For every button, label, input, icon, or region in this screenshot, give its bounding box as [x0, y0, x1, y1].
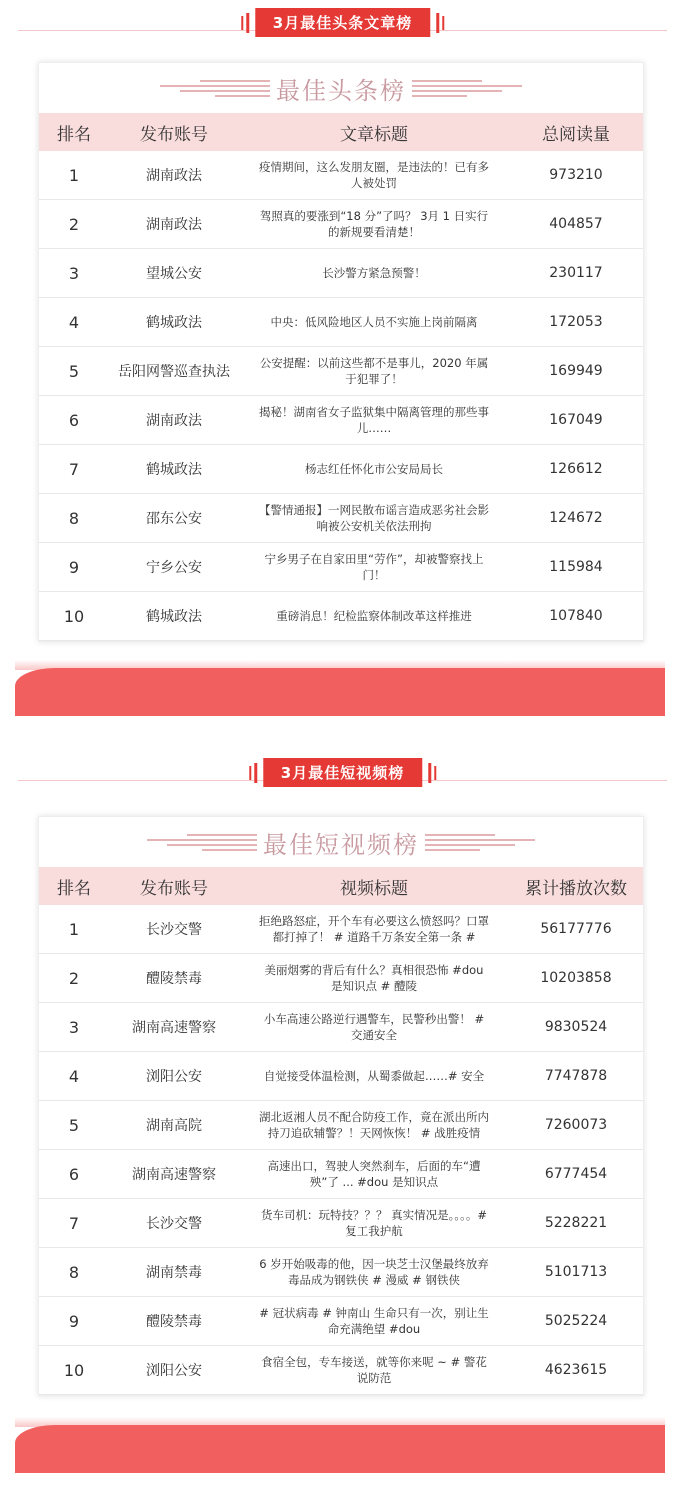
video-title: 自觉接受体温检测，从蜀黍做起……# 安全: [263, 1069, 485, 1083]
article-title: 【警情通报】一网民散布谣言造成恶劣社会影响被公安机关依法刑拘: [259, 503, 489, 533]
rank: 6: [68, 410, 80, 430]
video-title: 湖北返湘人员不配合防疫工作，竟在派出所内持刀追砍辅警？！天网恢恢！ # 战胜疫情: [259, 1110, 489, 1140]
article-title: 公安提醒：以前这些都不是事儿，2020 年属于犯罪了！: [259, 356, 489, 386]
table-row: [39, 1248, 643, 1297]
ranking-card: [38, 62, 644, 642]
read-count: 404857: [549, 216, 603, 232]
article-title: 杨志红任怀化市公安局局长: [305, 462, 443, 476]
read-count: 169949: [549, 363, 603, 379]
table-row: [39, 151, 643, 200]
table-row: [39, 298, 643, 347]
rank: 8: [68, 1262, 80, 1282]
video-title: 食宿全包，专车接送，就等你来呢 ~ # 警花说防范: [261, 1355, 487, 1385]
play-count: 4623615: [544, 1362, 608, 1378]
account: 鹤城政法: [146, 462, 202, 478]
read-count: 973210: [549, 167, 603, 183]
video-title: 美丽烟雾的背后有什么？真相很恐怖 #dou 是知识点 # 醴陵: [264, 963, 484, 993]
title-decoration-right: [425, 834, 535, 851]
table-row: [39, 543, 643, 592]
account: 湖南政法: [146, 217, 202, 233]
table-row: [39, 1150, 643, 1199]
banner-bars-right: [436, 13, 444, 33]
video-title: 小车高速公路逆行遇警车，民警秒出警！ # 交通安全: [263, 1012, 485, 1042]
video-title: 高速出口，驾驶人突然刹车，后面的车“遭殃”了 ... #dou 是知识点: [267, 1159, 481, 1189]
read-count: 172053: [549, 314, 603, 330]
table-row: [39, 592, 643, 641]
rank: 10: [63, 1360, 85, 1380]
header-title: 文章标题: [340, 124, 408, 145]
header-rank: 排名: [57, 878, 91, 899]
article-title: 疫情期间，这么发朋友圈，是违法的！已有多人被处罚: [259, 160, 489, 190]
card-title: 最佳短视频榜: [263, 830, 419, 859]
read-count: 115984: [549, 559, 603, 575]
table-row: [39, 1003, 643, 1052]
video-title: 6 岁开始吸毒的他，因一块芝士汉堡最终放弃毒品成为钢铁侠 # 漫威 # 钢铁侠: [259, 1257, 489, 1287]
table-row: [39, 1346, 643, 1395]
title-decoration-left: [160, 80, 270, 97]
card-title: 最佳头条榜: [276, 76, 406, 105]
banner-label: 3月最佳头条文章榜: [255, 8, 430, 37]
table-row: [39, 1101, 643, 1150]
account: 浏阳公安: [146, 1069, 202, 1085]
play-count: 5025224: [544, 1313, 608, 1329]
read-count: 167049: [549, 412, 603, 428]
ranking-card: [38, 816, 644, 1396]
video-title: # 冠状病毒 # 钟南山 生命只有一次，别让生命充满绝望 #dou: [259, 1306, 489, 1336]
article-title: 揭秘！湖南省女子监狱集中隔离管理的那些事儿……: [259, 405, 489, 435]
best-videos-section: [0, 750, 685, 1485]
banner-label: 3月最佳短视频榜: [263, 758, 422, 787]
title-decoration-left: [147, 834, 257, 851]
account: 邵东公安: [146, 511, 202, 527]
video-title: 货车司机：玩特技？？？ 真实情况是。。。。# 复工我护航: [260, 1208, 488, 1238]
account: 岳阳网警巡查执法: [118, 364, 230, 380]
footer-band: [15, 668, 665, 716]
rank: 2: [68, 214, 80, 234]
article-title: 驾照真的要涨到“18 分”了吗？ 3月 1 日实行的新规要看清楚！: [259, 209, 489, 239]
play-count: 10203858: [540, 970, 612, 986]
account: 长沙交警: [146, 1216, 202, 1232]
account: 湖南高速警察: [132, 1167, 216, 1183]
rank: 5: [68, 361, 80, 381]
table-row: [39, 954, 643, 1003]
rank: 2: [68, 968, 80, 988]
rank: 7: [68, 1213, 80, 1233]
table-row: [39, 445, 643, 494]
card-title-row: [39, 63, 643, 113]
rank: 10: [63, 606, 85, 626]
rank: 9: [68, 557, 80, 577]
account: 醴陵禁毒: [146, 971, 202, 987]
best-articles-section: [0, 0, 685, 740]
footer-band: [15, 1425, 665, 1473]
header-value: 总阅读量: [542, 124, 610, 145]
table-row: [39, 396, 643, 445]
video-title: 拒绝路怒症，开个车有必要这么愤怒吗？口罩都打掉了！ # 道路千万条安全第一条 #: [259, 914, 489, 944]
rank: 3: [68, 1017, 80, 1037]
table-body: [39, 151, 643, 641]
article-title: 宁乡男子在自家田里“劳作”，却被警察找上门！: [264, 552, 484, 582]
play-count: 56177776: [540, 921, 612, 937]
table-row: [39, 905, 643, 954]
account: 醴陵禁毒: [146, 1314, 202, 1330]
account: 望城公安: [146, 266, 202, 282]
article-title: 重磅消息！纪检监察体制改革这样推进: [276, 609, 472, 623]
play-count: 5101713: [544, 1264, 608, 1280]
read-count: 126612: [549, 461, 603, 477]
banner-bars-left: [241, 13, 249, 33]
rank: 1: [68, 165, 80, 185]
account: 浏阳公安: [146, 1363, 202, 1379]
rank: 1: [68, 919, 80, 939]
table-row: [39, 1199, 643, 1248]
banner-bars-right: [428, 763, 436, 783]
account: 鹤城政法: [146, 609, 202, 625]
section-banner: [249, 758, 436, 787]
title-decoration-right: [412, 80, 522, 97]
article-title: 长沙警方紧急预警！: [322, 266, 426, 280]
account: 长沙交警: [146, 922, 202, 938]
rank: 4: [68, 312, 80, 332]
rank: 8: [68, 508, 80, 528]
account: 湖南高速警察: [132, 1020, 216, 1036]
table-row: [39, 1052, 643, 1101]
section-banner: [241, 8, 444, 37]
table-body: [39, 905, 643, 1395]
table-row: [39, 1297, 643, 1346]
header-title: 视频标题: [340, 878, 408, 899]
play-count: 7747878: [544, 1068, 608, 1084]
table-row: [39, 347, 643, 396]
table-header: [39, 867, 643, 905]
read-count: 107840: [549, 608, 603, 624]
rank: 4: [68, 1066, 80, 1086]
rank: 6: [68, 1164, 80, 1184]
rank: 3: [68, 263, 80, 283]
table-header: [39, 113, 643, 151]
account: 湖南高院: [146, 1118, 202, 1134]
play-count: 7260073: [544, 1117, 608, 1133]
card-title-row: [39, 817, 643, 867]
play-count: 6777454: [544, 1166, 608, 1182]
rank: 5: [68, 1115, 80, 1135]
read-count: 124672: [549, 510, 603, 526]
rank: 9: [68, 1311, 80, 1331]
account: 湖南政法: [146, 168, 202, 184]
table-row: [39, 494, 643, 543]
banner-bars-left: [249, 763, 257, 783]
account: 鹤城政法: [146, 315, 202, 331]
account: 湖南禁毒: [146, 1265, 202, 1281]
play-count: 5228221: [544, 1215, 608, 1231]
header-rank: 排名: [57, 124, 91, 145]
account: 湖南政法: [146, 413, 202, 429]
table-row: [39, 200, 643, 249]
account: 宁乡公安: [146, 560, 202, 576]
article-title: 中央：低风险地区人员不实施上岗前隔离: [270, 315, 478, 329]
header-account: 发布账号: [140, 124, 208, 145]
rank: 7: [68, 459, 80, 479]
header-account: 发布账号: [140, 878, 208, 899]
play-count: 9830524: [544, 1019, 608, 1035]
table-row: [39, 249, 643, 298]
read-count: 230117: [549, 265, 603, 281]
header-value: 累计播放次数: [525, 878, 627, 899]
